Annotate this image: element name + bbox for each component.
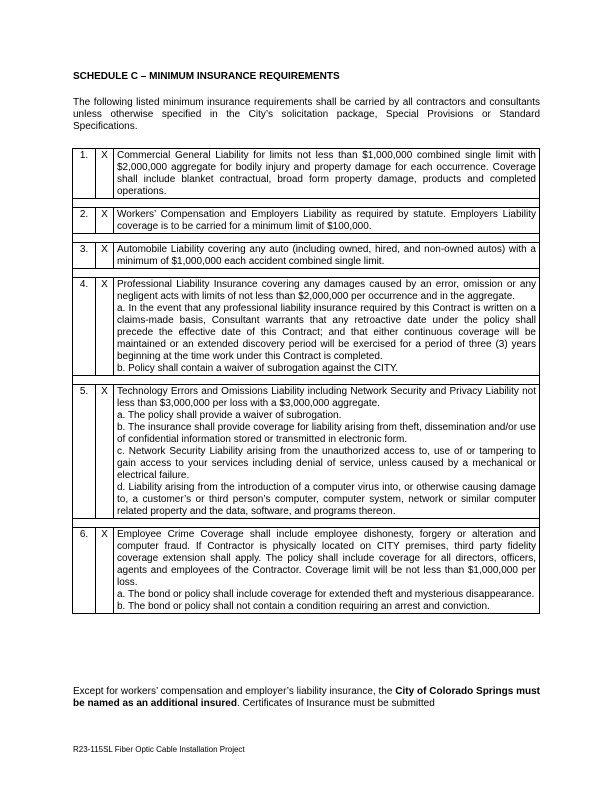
requirement-line: d. Liability arising from the introduction of a computer virus into, or otherwise causing damage to, a customer’s or third person’s computer, computer system, network or similar computer related property and the data, software, and programs thereon. [117, 482, 536, 517]
additional-insured-notice: City of Colorado Springs must be named as an additional insured [73, 686, 540, 709]
requirement-line: b. Policy shall contain a waiver of subrogation against the CITY. [117, 363, 399, 374]
requirement-number: 6. [73, 528, 96, 614]
requirement-check-mark: X [96, 528, 114, 614]
requirement-line: Commercial General Liability for limits not less than $1,000,000 combined single limit with $2,000,000 aggregate for bodily injury and property damage for each occurrence. Coverage shall include blanket contractual, broad form property damage, products and completed operations. [117, 150, 536, 197]
row-spacer [73, 376, 540, 385]
spacer-cell [73, 519, 540, 528]
intro-paragraph: The following listed minimum insurance requirements shall be carried by all contractors and consultants unless otherwise specified in the City’s solicitation package, Special Provisions or Standard Specifications. [73, 97, 540, 132]
requirement-line: Automobile Liability covering any auto (including owned, hired, and non-owned autos) with a minimum of $1,000,000 each accident combined single limit. [117, 244, 536, 267]
requirement-text [114, 243, 540, 269]
requirement-text [114, 149, 540, 199]
requirement-text [114, 208, 540, 234]
requirement-check-mark: X [96, 278, 114, 376]
requirements-table [72, 148, 540, 614]
requirement-check-mark: X [96, 243, 114, 269]
requirement-line: Workers’ Compensation and Employers Liability as required by statute. Employers Liability coverage is to be carried for a minimum limit of $100,000. [117, 209, 536, 232]
closing-paragraph [73, 686, 540, 710]
requirement-row [73, 149, 540, 199]
requirement-text [114, 278, 540, 376]
requirement-text [114, 528, 540, 614]
spacer-cell [73, 234, 540, 243]
requirement-row [73, 278, 540, 376]
requirement-number: 5. [73, 385, 96, 519]
row-spacer [73, 269, 540, 278]
requirement-line: Professional Liability Insurance covering any damages caused by an error, omission or any negligent acts with limits of not less than $2,000,000 per occurrence and in the aggregate. [117, 279, 536, 302]
requirement-line: a. The bond or policy shall include coverage for extended theft and mysterious disappearance. [117, 589, 535, 600]
row-spacer [73, 199, 540, 208]
schedule-heading: SCHEDULE C – MINIMUM INSURANCE REQUIREMENTS [73, 71, 340, 82]
requirement-number: 1. [73, 149, 96, 199]
requirement-line: Technology Errors and Omissions Liability including Network Security and Privacy Liability not less than $3,000,000 per loss with a $3,000,000 aggregate. [117, 386, 536, 409]
requirement-text [114, 385, 540, 519]
footer-project-name: R23-115SL Fiber Optic Cable Installation Project [73, 745, 245, 754]
requirement-line: Employee Crime Coverage shall include employee dishonesty, forgery or alteration and computer fraud. If Contractor is physically located on CITY premises, third party fidelity coverage extension shall apply. The policy shall include coverage for all directors, officers, agents and employees of the Contractor. Coverage limit will be not less than $1,000,000 per loss. [117, 529, 536, 588]
requirement-line: c. Network Security Liability arising from the unauthorized access to, use of or tampering to gain access to your services including denial of service, unless caused by a mechanical or electrical failure. [117, 446, 536, 481]
requirement-line: b. The bond or policy shall not contain a condition requiring an arrest and conviction. [117, 601, 490, 612]
requirement-row [73, 528, 540, 614]
closing-text-after: . Certificates of Insurance must be submitted [236, 698, 435, 709]
row-spacer [73, 519, 540, 528]
requirement-check-mark: X [96, 385, 114, 519]
requirement-number: 4. [73, 278, 96, 376]
spacer-cell [73, 376, 540, 385]
requirement-number: 2. [73, 208, 96, 234]
row-spacer [73, 234, 540, 243]
requirement-row [73, 243, 540, 269]
requirement-line: a. The policy shall provide a waiver of subrogation. [117, 410, 342, 421]
requirement-line: b. The insurance shall provide coverage for liability arising from theft, dissemination and/or use of confidential information stored or transmitted in electronic form. [117, 422, 536, 445]
requirement-check-mark: X [96, 149, 114, 199]
requirement-row [73, 208, 540, 234]
requirement-row [73, 385, 540, 519]
requirement-line: a. In the event that any professional liability insurance required by this Contract is written on a claims-made basis, Consultant warrants that any retroactive date under the policy shall precede the effective date of this Contract; and that either continuous coverage will be maintained or an extended discovery period will be exercised for a period of three (3) years beginning at the time work under this Contract is completed. [117, 303, 536, 362]
requirement-check-mark: X [96, 208, 114, 234]
spacer-cell [73, 199, 540, 208]
spacer-cell [73, 269, 540, 278]
requirement-number: 3. [73, 243, 96, 269]
closing-text-before: Except for workers’ compensation and employer’s liability insurance, the [73, 686, 396, 697]
